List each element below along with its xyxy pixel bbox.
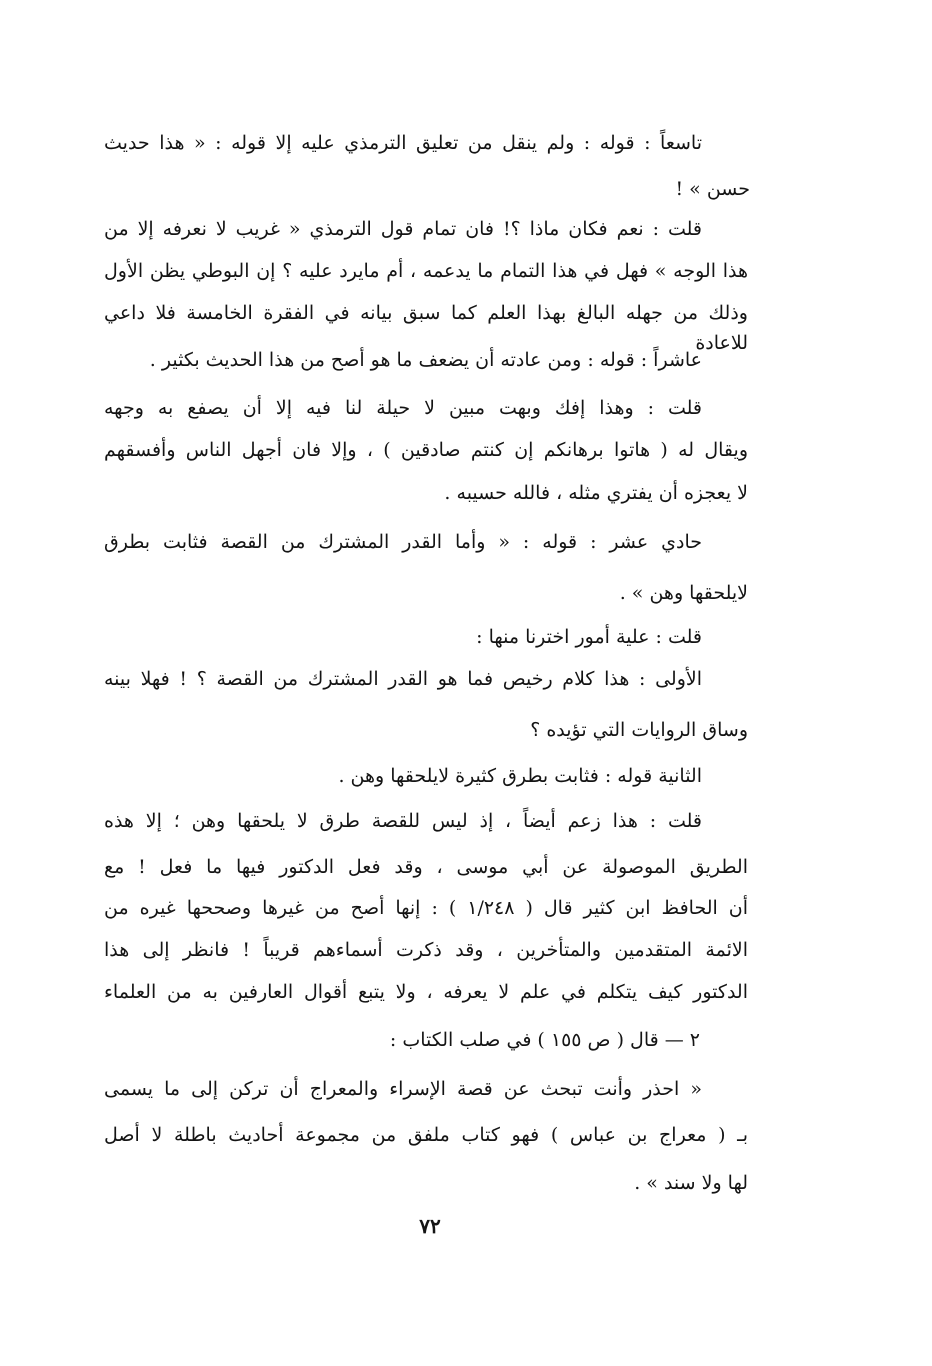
- text-line: الثانية قوله : فثابت بطرق كثيرة لايلحقها وهن .: [338, 765, 702, 787]
- text-line: أن الحافظ ابن كثير قال ( ١/٢٤٨ ) : إنها أصح من غيرها وصححها غيره من: [104, 897, 749, 919]
- text-line: الطريق الموصولة عن أبي موسى ، وقد فعل الدكتور فيها ما فعل ! مع: [104, 856, 748, 878]
- text-line: بـ ( معراج بن عباس ) فهو كتاب ملفق من مجموعة أحاديث باطلة لا أصل: [104, 1124, 748, 1146]
- text-line: لها ولا سند » .: [634, 1172, 748, 1194]
- text-line: عاشراً : قوله : ومن عادته أن يضعف ما هو أصح من هذا الحديث بكثير .: [149, 349, 702, 371]
- text-line: ويقال له ( هاتوا برهانكم إن كنتم صادقين ) ، وإلا فان أجهل الناس وأفسقهم: [104, 439, 748, 461]
- text-line: تاسعاً : قوله : ولم ينقل من تعليق الترمذي عليه إلا قوله : « هذا حديث: [104, 132, 702, 154]
- text-line: حسن » !: [675, 178, 750, 200]
- text-line: وساق الروايات التي تؤيده ؟: [530, 719, 748, 741]
- text-line: قلت : نعم فكان ماذا ؟! فان تمام قول الترمذي « غريب لا نعرفه إلا من: [104, 218, 702, 240]
- text-line: قلت : علية أمور اخترنا منها :: [476, 626, 702, 648]
- text-line: ٢ — قال ( ص ١٥٥ ) في صلب الكتاب :: [389, 1029, 700, 1051]
- text-line: حادي عشر : قوله : « وأما القدر المشترك من القصة فثابت بطرق: [104, 531, 702, 553]
- text-line: وذلك من جهله البالغ بهذا العلم كما سبق بيانه في الفقرة الخامسة فلا داعي للاعادة: [104, 302, 748, 354]
- text-line: لا يعجزه أن يفتري مثله ، فالله حسيبه .: [444, 482, 748, 504]
- text-line: الائمة المتقدمين والمتأخرين ، وقد ذكرت أسماءهم قريباً ! فانظر إلى هذا: [104, 939, 748, 961]
- text-line: الأولى : هذا كلام رخيص فما هو القدر المشترك من القصة ؟ ! فهلا بينه: [104, 668, 702, 690]
- text-line: قلت : وهذا إفك وبهت مبين لا حيلة لنا فيه إلا أن يصفع به وجهه: [104, 397, 702, 419]
- text-line: قلت : هذا زعم أيضاً ، إذ ليس للقصة طرق لا يلحقها وهن ؛ إلا هذه: [104, 810, 702, 832]
- page-number: ٧٢: [419, 1214, 441, 1238]
- text-line: « احذر وأنت تبحث عن قصة الإسراء والمعراج أن تركن إلى ما يسمى: [104, 1078, 702, 1100]
- text-line: الدكتور كيف يتكلم في علم لا يعرفه ، ولا يتبع أقوال العارفين به من العلماء: [104, 981, 748, 1003]
- text-line: هذا الوجه » فهل في هذا التمام ما يدعمه ، أم مايرد عليه ؟ إن البوطي يظن الأول: [104, 260, 748, 282]
- text-line: لايلحقها وهن » .: [619, 582, 748, 604]
